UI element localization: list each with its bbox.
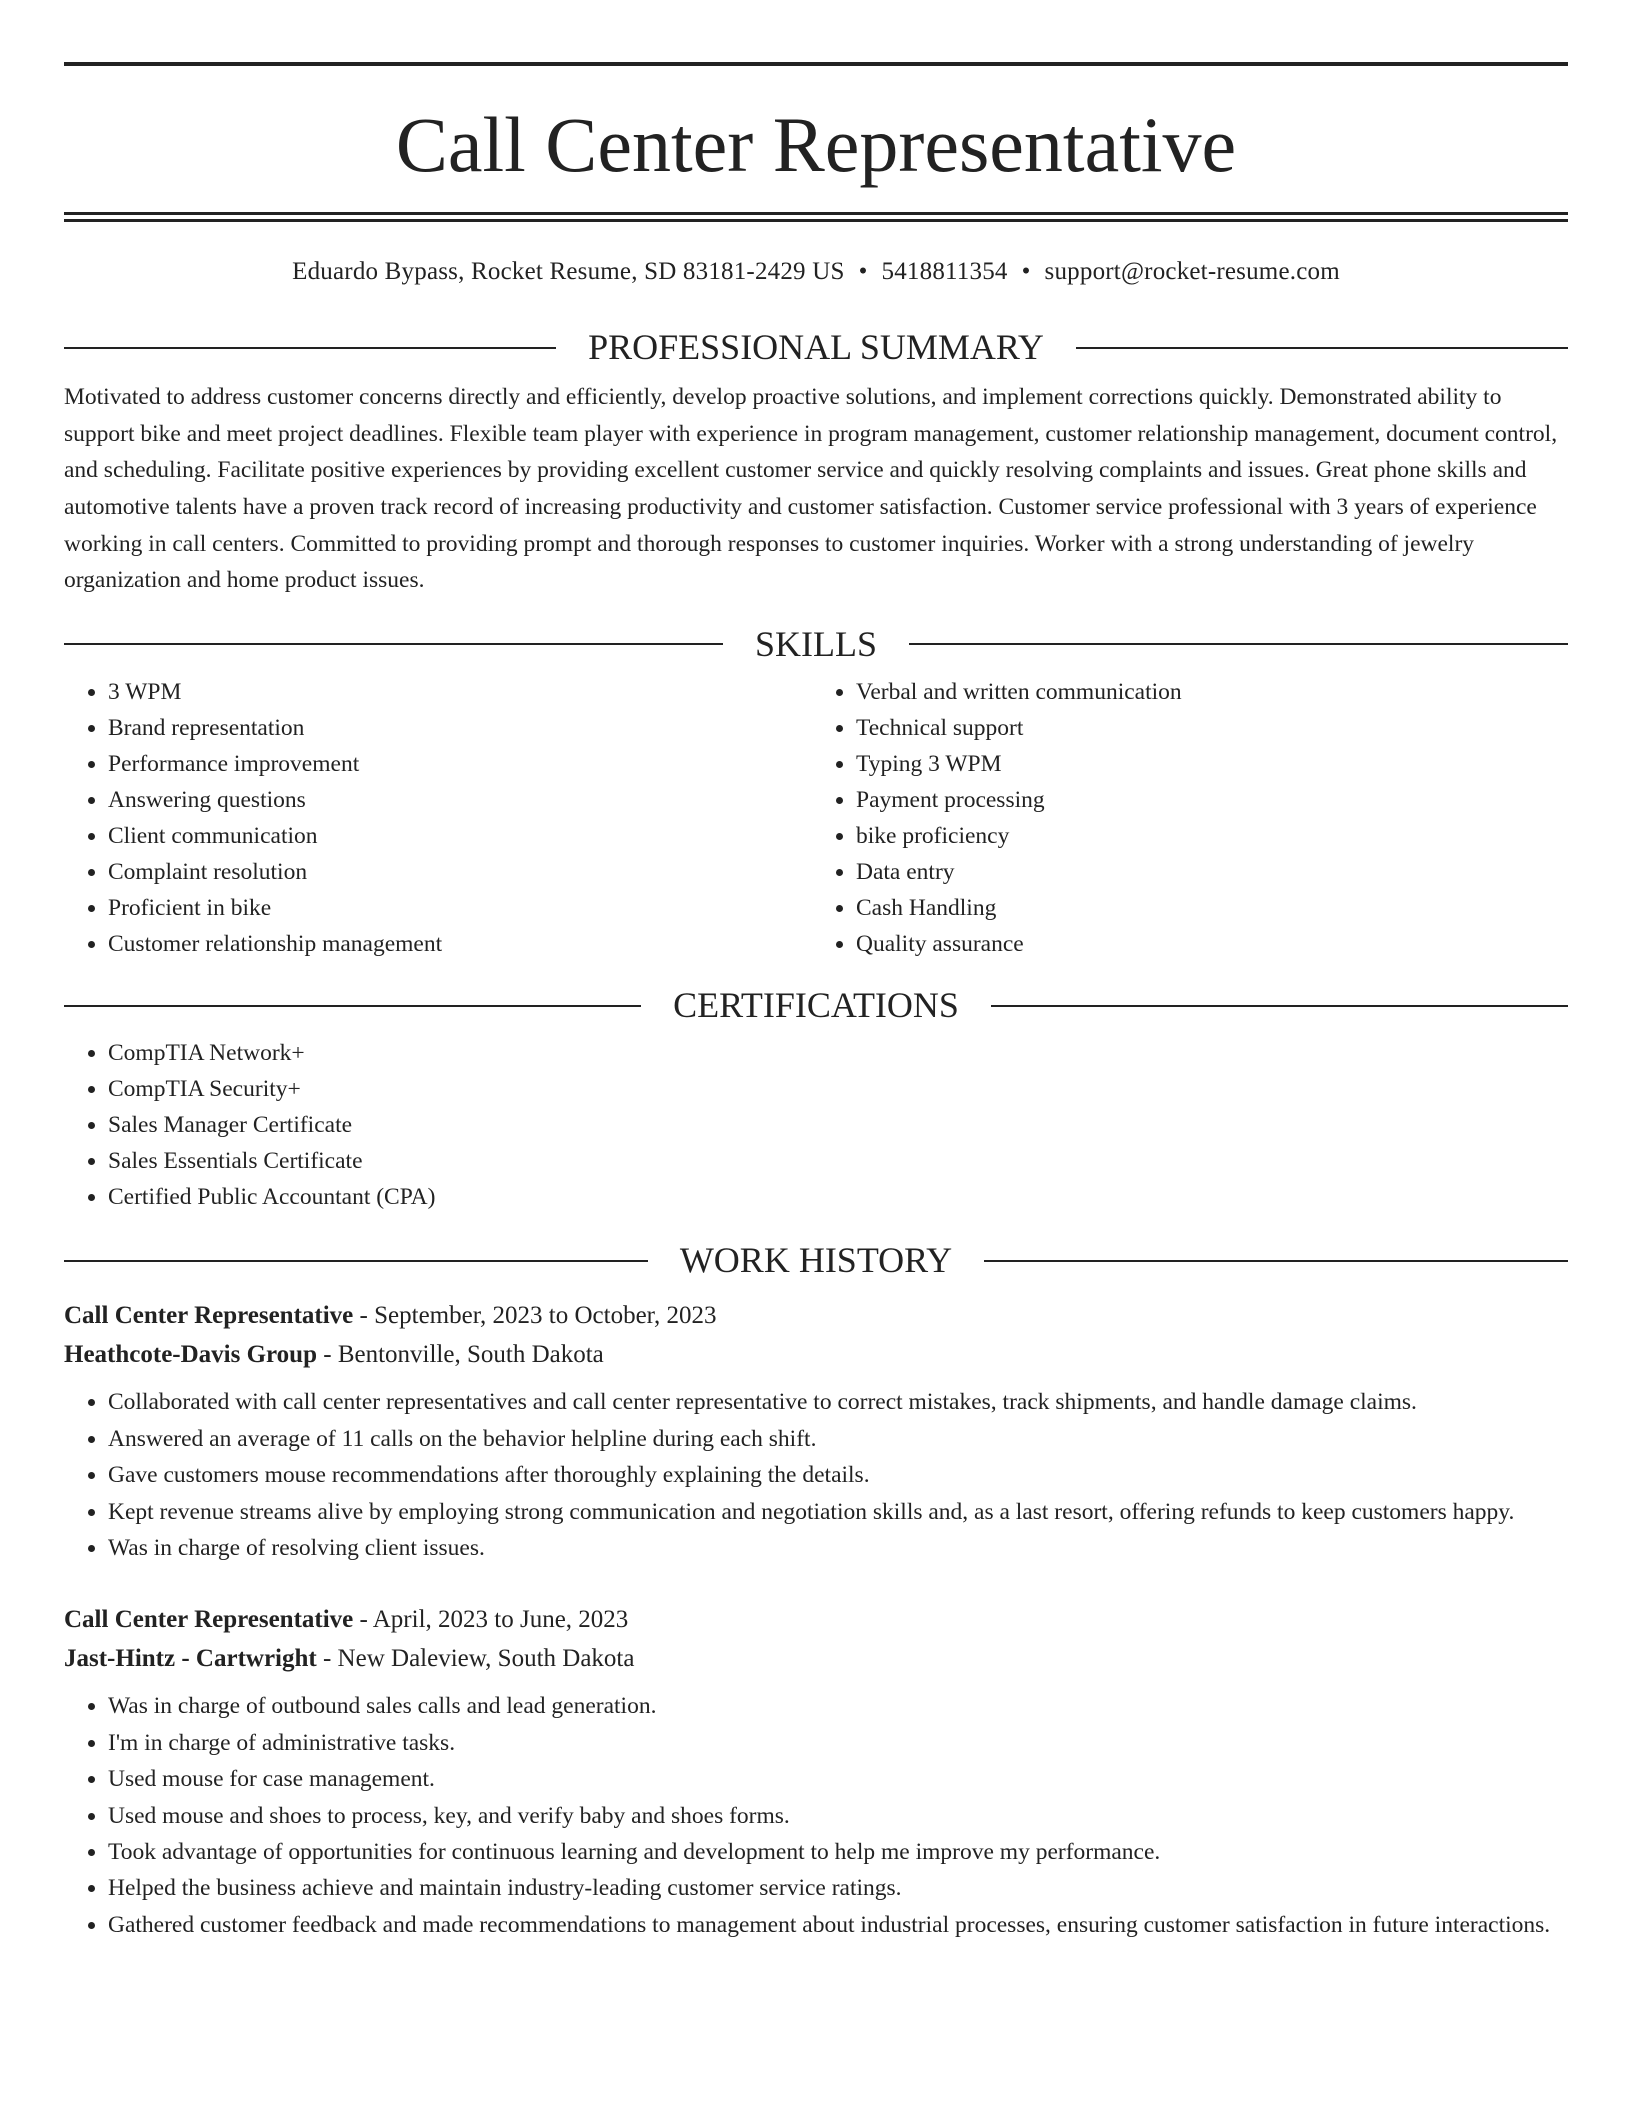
divider-line [984, 1260, 1568, 1262]
skill-item: • Verbal and written communication [856, 674, 1568, 710]
job-company: Jast-Hintz - Cartwright [64, 1645, 317, 1673]
skill-item: • Client communication [108, 818, 816, 854]
job-dates: - September, 2023 to October, 2023 [353, 1302, 717, 1330]
job-title-line [64, 1296, 1568, 1335]
job-bullet: • I'm in charge of administrative tasks. [108, 1725, 1568, 1761]
job-entry [64, 1296, 1568, 1566]
section-header-work [64, 1239, 1568, 1282]
divider-line [909, 643, 1568, 645]
job-title-line [64, 1600, 1568, 1639]
skill-item: • Payment processing [856, 782, 1568, 818]
contact-separator: • [858, 258, 868, 285]
summary-text: Motivated to address customer concerns directly and efficiently, develop proactive solutions, and implement corrections quickly. Demonstrated ability to support bike and meet project deadlines. Flexible team player with experience in program management, customer relationship management, document control, and scheduling. Facilitate positive experiences by providing excellent customer service and quickly resolving complaints and issues. Great phone skills and automotive talents have a proven track record of increasing productivity and customer satisfaction. Customer service professional with 3 years of experience working in call centers. Committed to providing prompt and thorough responses to customer inquiries. Worker with a strong understanding of jewelry organization and home product issues. [64, 384, 1558, 594]
divider-line [64, 1260, 648, 1262]
work-history [64, 1296, 1568, 1943]
skill-item: • Answering questions [108, 782, 816, 818]
skill-item: • Data entry [856, 854, 1568, 890]
skill-item: • Proficient in bike [108, 890, 816, 926]
skills-column-left [64, 674, 816, 962]
section-title-summary: PROFESSIONAL SUMMARY [588, 327, 1044, 367]
job-bullet: • Gave customers mouse recommendations after thoroughly explaining the details. [108, 1457, 1568, 1493]
section-header-skills [64, 623, 1568, 666]
contact-address: Eduardo Bypass, Rocket Resume, SD 83181-2429 US [292, 258, 845, 285]
certification-item: • Sales Manager Certificate [108, 1107, 1568, 1143]
double-rule [64, 212, 1568, 222]
job-company: Heathcote-Davis Group [64, 1341, 317, 1369]
section-title-work: WORK HISTORY [679, 1240, 953, 1281]
job-title: Call Center Representative [64, 1606, 354, 1634]
job-bullet: • Used mouse for case management. [108, 1761, 1568, 1797]
job-company-line [64, 1335, 1568, 1374]
contact-separator: • [1021, 258, 1031, 285]
skill-item: • Performance improvement [108, 746, 816, 782]
skill-item: • Typing 3 WPM [856, 746, 1568, 782]
contact-phone: 5418811354 [881, 258, 1008, 285]
skill-item: • Quality assurance [856, 926, 1568, 962]
skill-item: • Cash Handling [856, 890, 1568, 926]
certification-item: • Certified Public Accountant (CPA) [108, 1179, 1568, 1215]
section-header-summary [64, 326, 1568, 369]
job-location: - Bentonville, South Dakota [317, 1341, 604, 1369]
section-title-certifications: CERTIFICATIONS [673, 984, 959, 1025]
job-bullet: • Used mouse and shoes to process, key, and verify baby and shoes forms. [108, 1798, 1568, 1834]
section-header-certifications [64, 984, 1568, 1027]
certification-item: • CompTIA Network+ [108, 1035, 1568, 1071]
top-rule [64, 62, 1568, 66]
job-bullet: • Collaborated with call center representatives and call center representative to correct mistakes, track shipments, and handle damage claims. [108, 1384, 1568, 1420]
resume-title: Call Center Representative [395, 101, 1237, 188]
job-bullet: • Was in charge of outbound sales calls and lead generation. [108, 1688, 1568, 1724]
job-bullets [64, 1384, 1568, 1566]
job-bullet: • Took advantage of opportunities for continuous learning and development to help me improve my performance. [108, 1834, 1568, 1870]
section-title-skills: SKILLS [755, 623, 878, 664]
job-location: - New Daleview, South Dakota [316, 1645, 635, 1673]
divider-line [1076, 347, 1568, 349]
skill-item: • Technical support [856, 710, 1568, 746]
divider-line [64, 643, 723, 645]
job-bullet: • Gathered customer feedback and made recommendations to management about industrial processes, ensuring customer satisfaction in future interactions. [108, 1907, 1568, 1943]
job-bullet: • Kept revenue streams alive by employing strong communication and negotiation skills and, as a last resort, offering refunds to keep customers happy. [108, 1494, 1568, 1530]
job-bullet: • Was in charge of resolving client issues. [108, 1530, 1568, 1566]
contact-email: support@rocket-resume.com [1044, 258, 1340, 285]
job-bullet: • Answered an average of 11 calls on the behavior helpline during each shift. [108, 1421, 1568, 1457]
job-bullet: • Helped the business achieve and maintain industry-leading customer service ratings. [108, 1870, 1568, 1906]
job-entry [64, 1600, 1568, 1943]
certification-item: • Sales Essentials Certificate [108, 1143, 1568, 1179]
skill-item: • bike proficiency [856, 818, 1568, 854]
skill-item: • Complaint resolution [108, 854, 816, 890]
skill-item: • 3 WPM [108, 674, 816, 710]
job-company-line [64, 1639, 1568, 1678]
contact-line [64, 258, 1568, 286]
skill-item: • Brand representation [108, 710, 816, 746]
skills-list [64, 674, 1568, 962]
job-dates: - April, 2023 to June, 2023 [353, 1606, 629, 1634]
divider-line [64, 347, 556, 349]
skills-column-right [816, 674, 1568, 962]
skill-item: • Customer relationship management [108, 926, 816, 962]
job-bullets [64, 1688, 1568, 1943]
divider-line [64, 1005, 641, 1007]
job-title: Call Center Representative [64, 1302, 354, 1330]
certifications-list [64, 1035, 1568, 1215]
divider-line [991, 1005, 1568, 1007]
certification-item: • CompTIA Security+ [108, 1071, 1568, 1107]
